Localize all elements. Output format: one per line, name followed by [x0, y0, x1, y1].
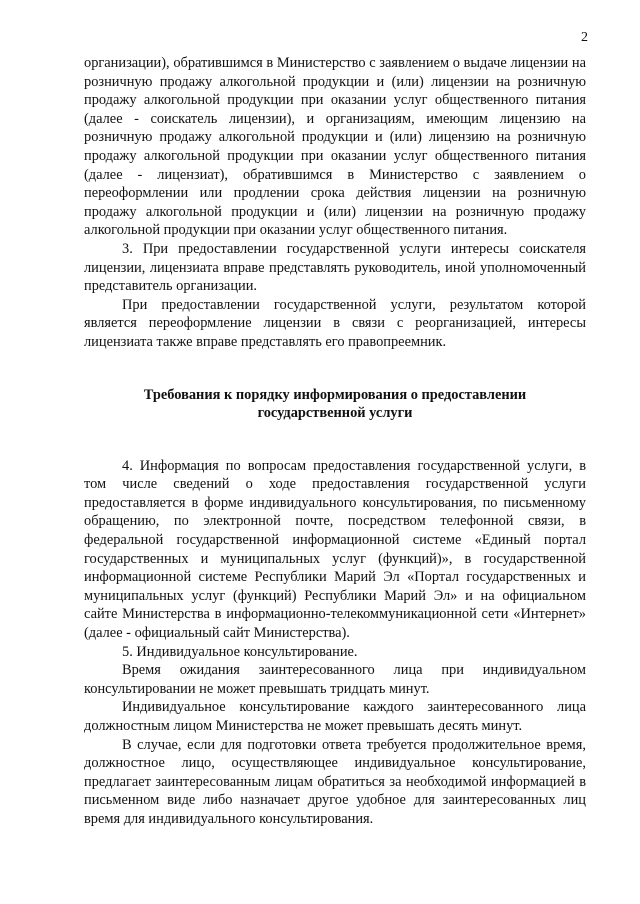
document-body [84, 54, 586, 829]
paragraph-item-5: 5. Индивидуальное консультирование. [122, 643, 358, 660]
paragraph-organizations: организации), обратившимся в Министерство с заявлением о выдаче лицензии на розничную продажу алкогольной продукции и (или) лицензии на розничную продажу алкогольной продукции при оказании услуг общественного питания (далее - соискатель лицензии), и организациям, имеющим лицензию на розничную продажу алкогольной продукции и (или) лицензию на розничную продажу алкогольной продукции при оказании услуг общественного питания (далее - лицензиат), обратившимся в Министерство с заявлением о переоформлении или продлении срока действия лицензии на розничную продажу алкогольной продукции и (или) лицензии на розничную продажу алкогольной продукции при оказании услуг общественного питания. [84, 55, 586, 239]
page-number: 2 [581, 30, 588, 45]
paragraph-successor: При предоставлении государственной услуги, результатом которой является переоформление лицензии в связи с реорганизацией, интересы лицензиата также вправе представлять его правопреемник. [84, 296, 586, 350]
paragraph-consultation-limit: Индивидуальное консультирование каждого заинтересованного лица должностным лицом Министерства не может превышать десять минут. [84, 699, 586, 734]
paragraph-item-3: 3. При предоставлении государственной услуги интересы соискателя лицензии, лицензиата вправе представлять руководитель, иной уполномоченный представитель организации. [84, 240, 586, 295]
paragraph-item-4: 4. Информация по вопросам предоставления государственной услуги, в том числе сведений о ходе предоставления государственной услуги предоставляется в форме индивидуального консультирования, по письменному обращению, по электронной почте, посредством телефонной связи, в федеральной государственной информационной системе «Единый портал государственных и муниципальных услуг (функций)», в государственной информационной системе Республики Марий Эл «Портал государственных и муниципальных услуг (функций) Республики Марий Эл» и на официальном сайте Министерства в информационно-телекоммуникационной сети «Интернет» (далее - официальный сайт Министерства). [84, 457, 586, 642]
spacer [84, 423, 586, 457]
spacer [84, 352, 586, 386]
paragraph-long-answer: В случае, если для подготовки ответа требуется продолжительное время, должностное лицо, осуществляющее индивидуальное консультирование, предлагает заинтересованным лицам обратиться за необходимой информацией в письменном виде либо назначает другое удобное для заинтересованных лиц время для индивидуального консультирования. [84, 736, 586, 827]
section-heading: Требования к порядку информирования о предоставлении государственной услуги [143, 386, 527, 422]
paragraph-waiting-time: Время ожидания заинтересованного лица при индивидуальном консультировании не может превышать тридцать минут. [84, 662, 586, 697]
